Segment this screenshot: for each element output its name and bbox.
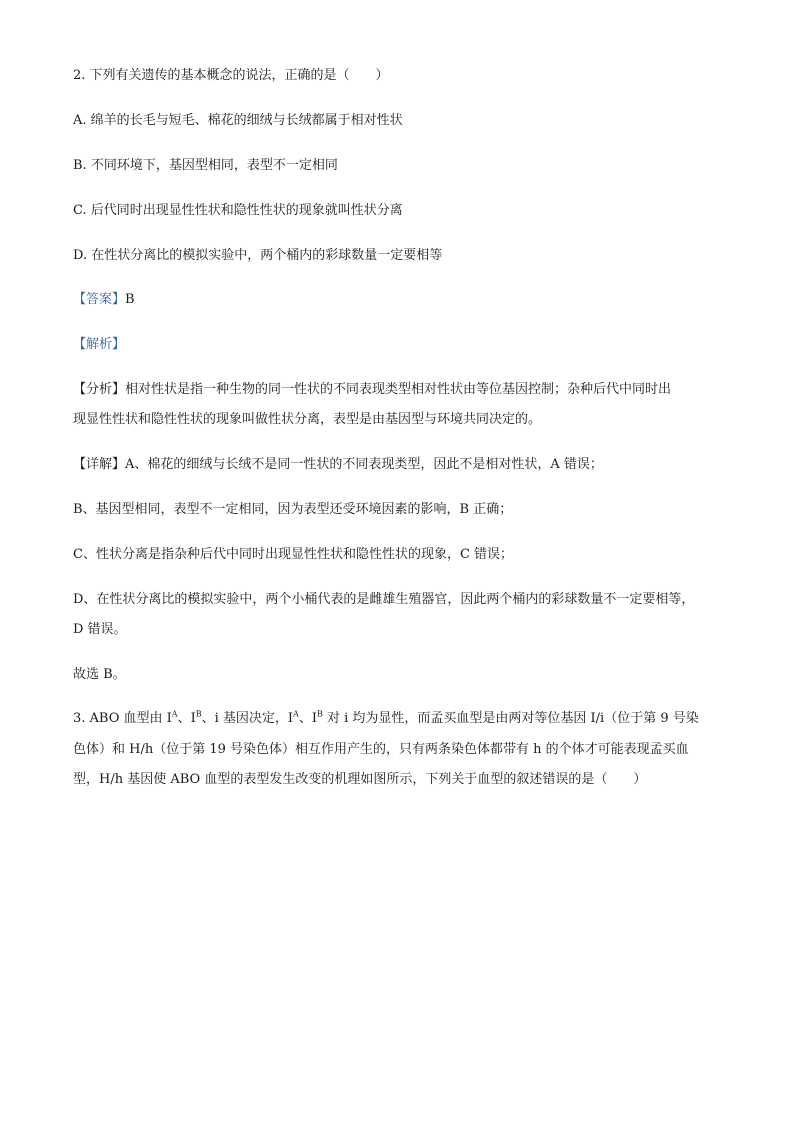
jiexi-line — [73, 335, 125, 355]
q3-text-2: 、I — [177, 711, 196, 726]
xiangjie-line-d1: D、在性状分离比的模拟实验中，两个小桶代表的是雌雄生殖器官，因此两个桶内的彩球数量不一定要相等， — [73, 592, 695, 607]
xiangjie-line-a — [73, 455, 603, 475]
option-a: A. 绵羊的长毛与短毛、棉花的细绒与长绒都属于相对性状 — [73, 113, 403, 128]
q3-text-3: 、i 基因决定，I — [201, 711, 294, 726]
q3-text-1: 3. ABO 血型由 I — [73, 711, 172, 726]
q3-text-4: 、I — [298, 711, 317, 726]
xiangjie-tag: 【详解】 — [73, 457, 126, 472]
q3-sup-a-2: A — [293, 709, 299, 719]
fenxi-text-1: 相对性状是指一种生物的同一性状的不同表现类型相对性状由等位基因控制；杂种后代中同时出 — [125, 382, 672, 397]
q3-sup-a-1: A — [171, 709, 178, 719]
fenxi-line-1 — [73, 380, 671, 400]
fenxi-tag: 【分析】 — [73, 382, 126, 397]
xiangjie-a-text: A、棉花的细绒与长绒不是同一性状的不同表现类型，因此不是相对性状，A 错误； — [125, 457, 603, 472]
question-3-line-1 — [73, 709, 699, 729]
conclusion-line: 故选 B。 — [73, 667, 126, 682]
q3-sup-b-2: B — [316, 709, 323, 719]
question-2-stem: 2. 下列有关遗传的基本概念的说法，正确的是（ ） — [73, 68, 389, 83]
xiangjie-line-b: B、基因型相同，表型不一定相同，因为表型还受环境因素的影响，B 正确； — [73, 502, 513, 517]
question-3-line-3: 型，H/h 基因使 ABO 血型的表型发生改变的机理如图所示，下列关于血型的叙述错误的是（ ） — [73, 772, 647, 787]
option-d: D. 在性状分离比的模拟实验中，两个桶内的彩球数量一定要相等 — [73, 248, 443, 263]
answer-line — [73, 290, 135, 310]
jiexi-tag: 【解析】 — [73, 337, 126, 352]
question-3-line-2: 色体）和 H/h（位于第 19 号染色体）相互作用产生的，只有两条染色体都带有 h 的个体才可能表现孟买血 — [73, 742, 689, 757]
answer-tag: 【答案】 — [73, 292, 126, 307]
option-c: C. 后代同时出现显性性状和隐性性状的现象就叫性状分离 — [73, 203, 403, 218]
q3-sup-b-1: B — [195, 709, 202, 719]
answer-value: B — [125, 292, 135, 307]
option-b: B. 不同环境下，基因型相同，表型不一定相同 — [73, 158, 338, 173]
fenxi-line-2: 现显性性状和隐性性状的现象叫做性状分离，表型是由基因型与环境共同决定的。 — [73, 412, 542, 427]
xiangjie-line-c: C、性状分离是指杂种后代中同时出现显性性状和隐性性状的现象，C 错误； — [73, 547, 514, 562]
xiangjie-line-d2: D 错误。 — [73, 622, 127, 637]
q3-text-5: 对 i 均为显性，而孟买血型是由两对等位基因 I/i（位于第 9 号染 — [322, 711, 699, 726]
